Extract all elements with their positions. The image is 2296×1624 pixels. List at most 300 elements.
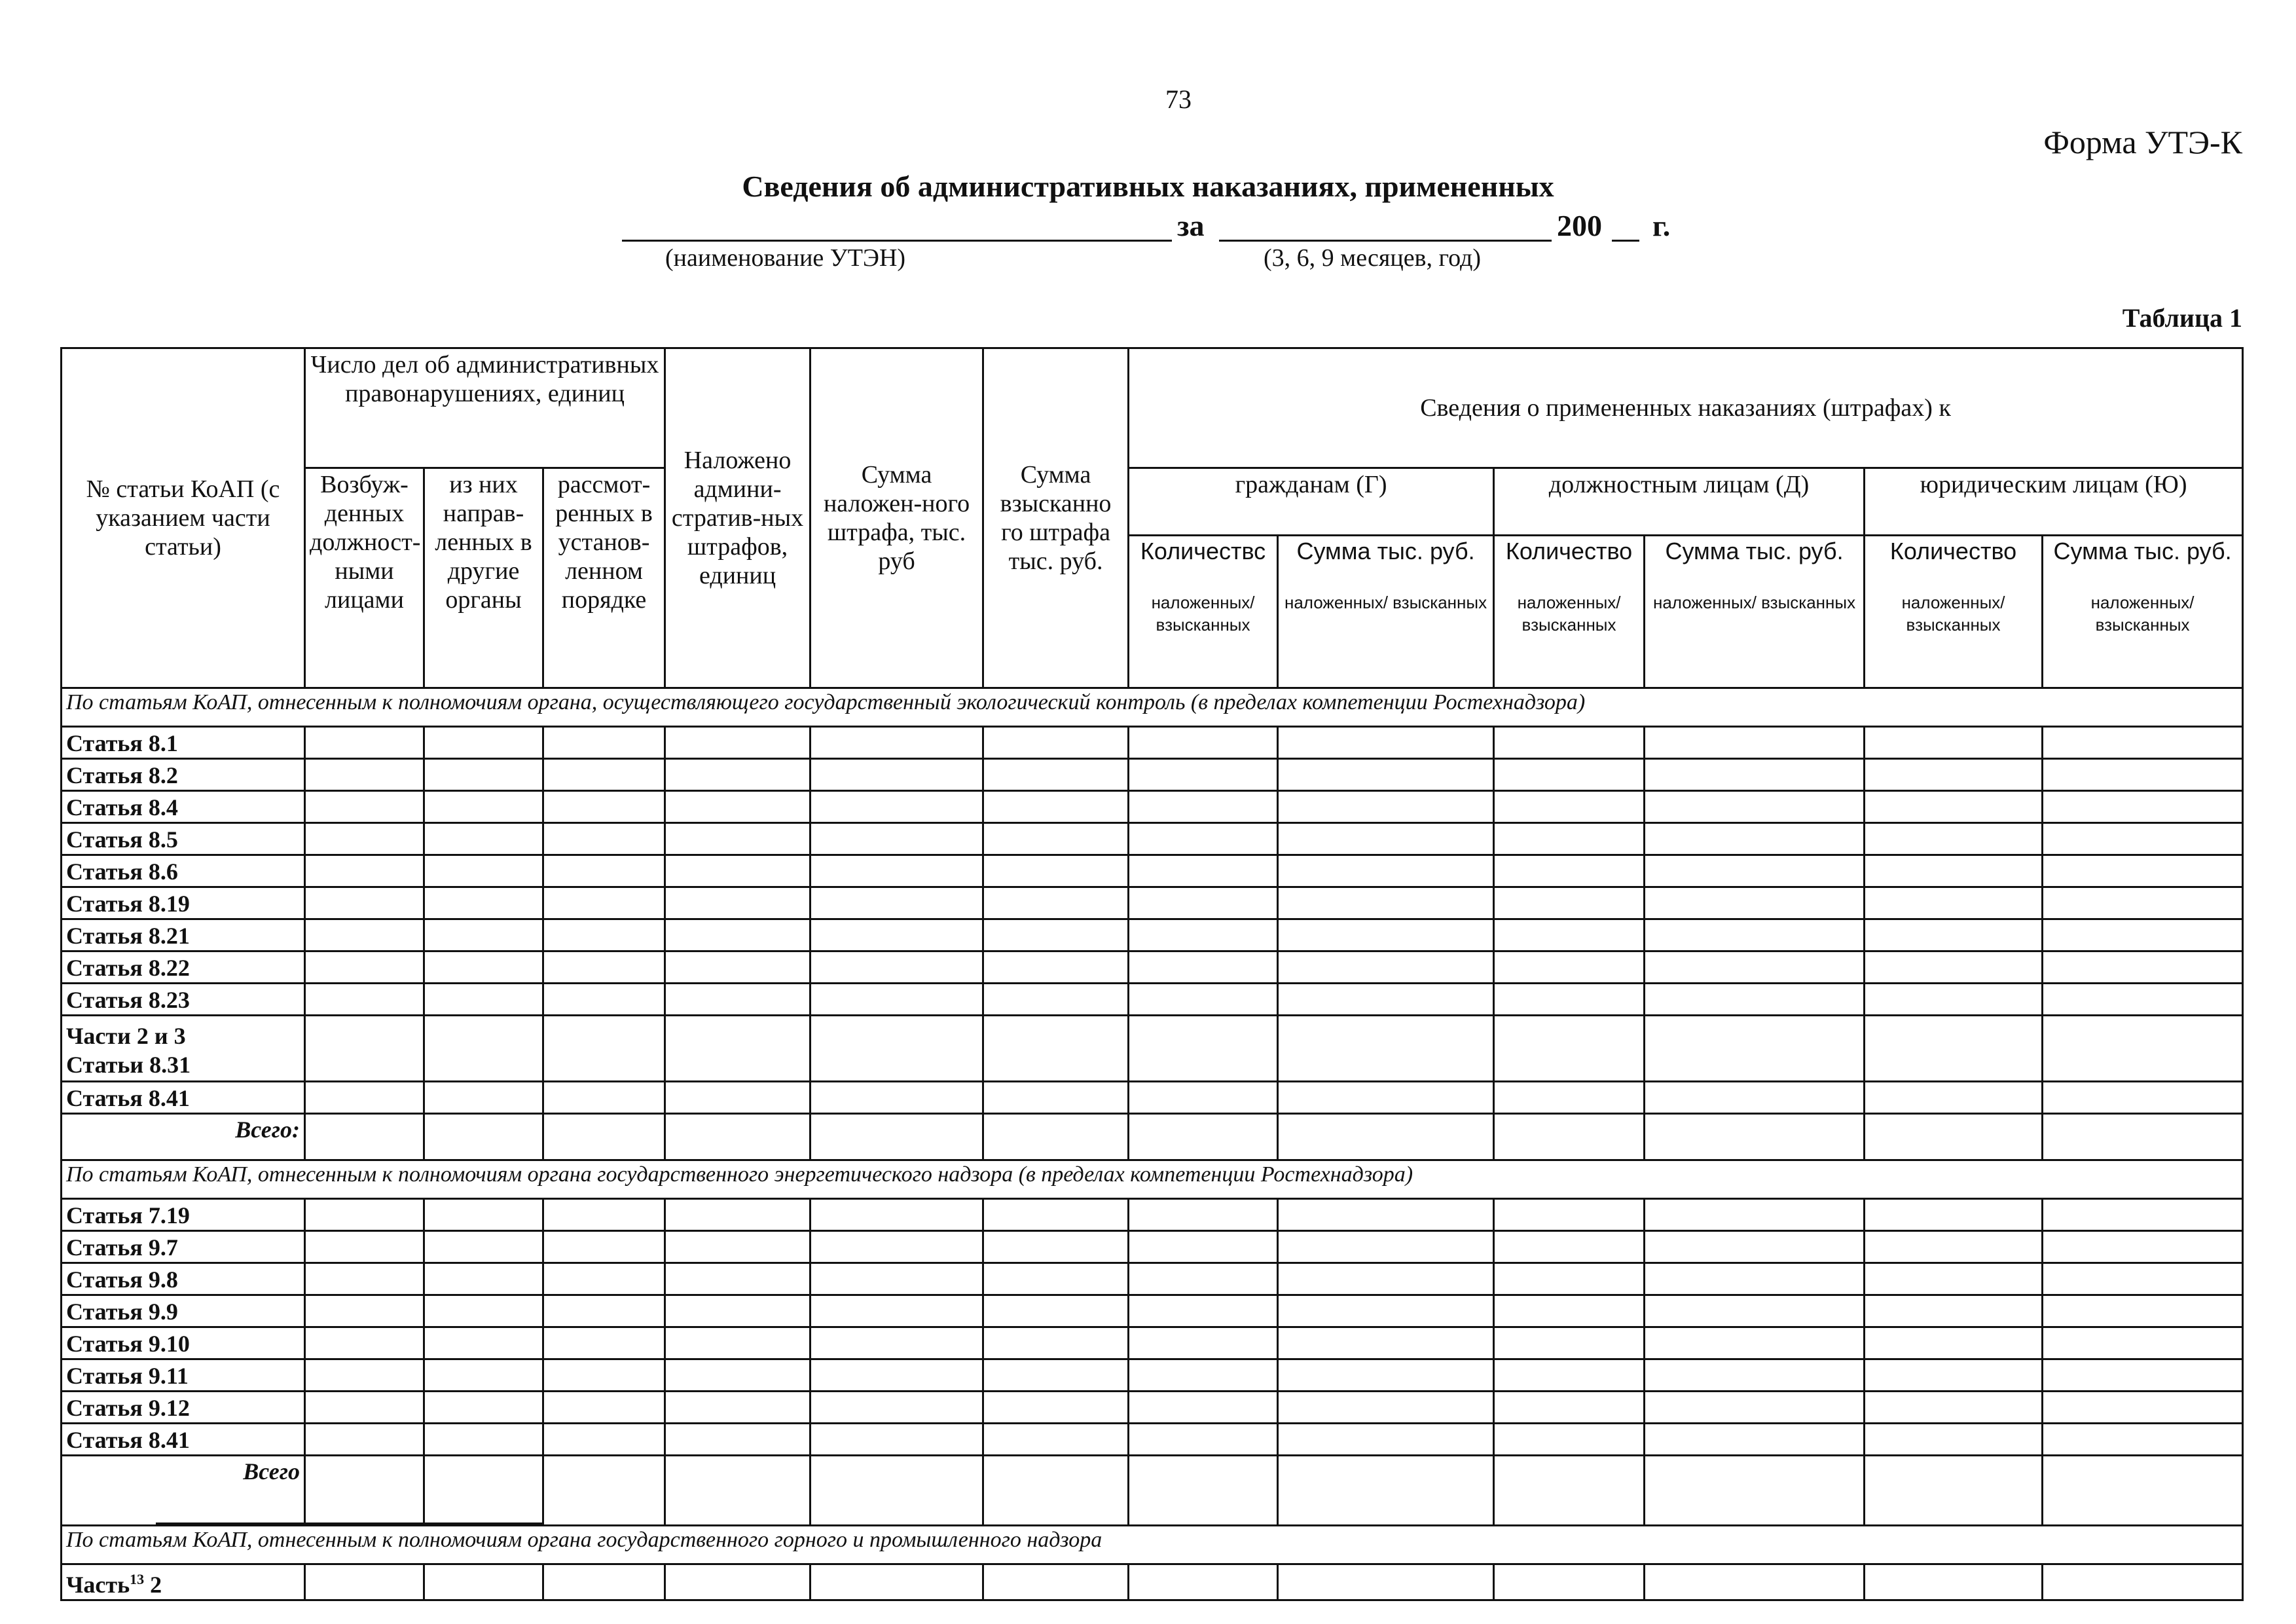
table-row bbox=[62, 1295, 2243, 1327]
data-cell[interactable] bbox=[811, 1564, 983, 1600]
data-cell[interactable] bbox=[1129, 1199, 1278, 1231]
data-cell[interactable] bbox=[543, 1199, 665, 1231]
data-cell[interactable] bbox=[811, 759, 983, 791]
data-cell[interactable] bbox=[1494, 1231, 1645, 1263]
data-cell[interactable] bbox=[305, 1231, 424, 1263]
data-cell[interactable] bbox=[983, 1424, 1129, 1456]
data-cell[interactable] bbox=[543, 1392, 665, 1424]
data-cell[interactable] bbox=[543, 1456, 665, 1526]
data-cell[interactable] bbox=[2043, 919, 2243, 951]
table-row bbox=[62, 1392, 2243, 1424]
section-title: По статьям КоАП, отнесенным к полномочиям органа, осуществляющего государственный экологический контроль (в пределах компетенции Ростехнадзора) bbox=[62, 688, 2243, 727]
data-cell[interactable] bbox=[1278, 1231, 1494, 1263]
data-cell[interactable] bbox=[1865, 919, 2043, 951]
data-cell[interactable] bbox=[1278, 1016, 1494, 1082]
data-cell[interactable] bbox=[983, 1295, 1129, 1327]
data-cell[interactable] bbox=[1865, 1456, 2043, 1526]
header-article: № статьи КоАП (с указанием части статьи) bbox=[62, 348, 305, 688]
data-cell[interactable] bbox=[2043, 1082, 2243, 1114]
data-cell[interactable] bbox=[665, 1424, 811, 1456]
data-cell[interactable] bbox=[2043, 1456, 2243, 1526]
data-cell[interactable] bbox=[1129, 919, 1278, 951]
data-cell[interactable] bbox=[1645, 1564, 1865, 1600]
data-cell[interactable] bbox=[305, 1263, 424, 1295]
data-cell[interactable] bbox=[2043, 1114, 2243, 1160]
data-cell[interactable] bbox=[665, 727, 811, 759]
data-cell[interactable] bbox=[305, 791, 424, 823]
data-cell[interactable] bbox=[1278, 1082, 1494, 1114]
data-cell[interactable] bbox=[1129, 1263, 1278, 1295]
data-cell[interactable] bbox=[665, 1456, 811, 1526]
data-cell[interactable] bbox=[1645, 759, 1865, 791]
data-cell[interactable] bbox=[1645, 791, 1865, 823]
data-cell[interactable] bbox=[1645, 984, 1865, 1016]
data-cell[interactable] bbox=[543, 1327, 665, 1359]
data-cell[interactable] bbox=[543, 1082, 665, 1114]
data-cell[interactable] bbox=[1865, 984, 2043, 1016]
data-cell[interactable] bbox=[1278, 919, 1494, 951]
data-cell[interactable] bbox=[424, 1263, 543, 1295]
table-row bbox=[62, 1327, 2243, 1359]
data-cell[interactable] bbox=[983, 1114, 1129, 1160]
table-row bbox=[62, 855, 2243, 887]
data-cell[interactable] bbox=[1865, 759, 2043, 791]
data-cell[interactable] bbox=[1278, 1564, 1494, 1600]
data-cell[interactable] bbox=[2043, 759, 2243, 791]
data-cell[interactable] bbox=[665, 984, 811, 1016]
article-label: Всего bbox=[62, 1456, 305, 1526]
data-cell[interactable] bbox=[305, 919, 424, 951]
data-cell[interactable] bbox=[1129, 1082, 1278, 1114]
data-cell[interactable] bbox=[543, 1114, 665, 1160]
article-label: Статья 8.21 bbox=[62, 919, 305, 951]
data-cell[interactable] bbox=[2043, 1295, 2243, 1327]
data-cell[interactable] bbox=[665, 759, 811, 791]
data-cell[interactable] bbox=[2043, 1263, 2243, 1295]
data-cell[interactable] bbox=[543, 823, 665, 855]
data-cell[interactable] bbox=[424, 1456, 543, 1526]
data-cell[interactable] bbox=[983, 855, 1129, 887]
data-cell[interactable] bbox=[665, 855, 811, 887]
data-cell[interactable] bbox=[1865, 887, 2043, 919]
data-cell[interactable] bbox=[424, 1327, 543, 1359]
data-cell[interactable] bbox=[2043, 1359, 2243, 1392]
data-cell[interactable] bbox=[1129, 823, 1278, 855]
data-cell[interactable] bbox=[1645, 1114, 1865, 1160]
data-cell[interactable] bbox=[1129, 727, 1278, 759]
data-cell[interactable] bbox=[811, 984, 983, 1016]
data-cell[interactable] bbox=[665, 1199, 811, 1231]
data-cell[interactable] bbox=[1494, 791, 1645, 823]
data-cell[interactable] bbox=[424, 823, 543, 855]
data-cell[interactable] bbox=[543, 791, 665, 823]
data-cell[interactable] bbox=[811, 727, 983, 759]
data-cell[interactable] bbox=[2043, 855, 2243, 887]
data-cell[interactable] bbox=[1278, 759, 1494, 791]
data-cell[interactable] bbox=[2043, 1231, 2243, 1263]
data-cell[interactable] bbox=[1865, 1359, 2043, 1392]
caption-period: (3, 6, 9 месяцев, год) bbox=[1264, 244, 1482, 272]
data-cell[interactable] bbox=[1129, 1392, 1278, 1424]
data-cell[interactable] bbox=[1129, 1456, 1278, 1526]
data-cell[interactable] bbox=[424, 951, 543, 984]
data-cell[interactable] bbox=[1494, 1114, 1645, 1160]
article-label: Статья 8.19 bbox=[62, 887, 305, 919]
data-cell[interactable] bbox=[305, 1114, 424, 1160]
data-cell[interactable] bbox=[983, 823, 1129, 855]
data-cell[interactable] bbox=[543, 984, 665, 1016]
data-cell[interactable] bbox=[1278, 1456, 1494, 1526]
data-cell[interactable] bbox=[1494, 855, 1645, 887]
data-cell[interactable] bbox=[665, 951, 811, 984]
data-cell[interactable] bbox=[1865, 855, 2043, 887]
data-cell[interactable] bbox=[2043, 727, 2243, 759]
data-cell[interactable] bbox=[424, 791, 543, 823]
data-cell[interactable] bbox=[811, 1114, 983, 1160]
data-cell[interactable] bbox=[1645, 1199, 1865, 1231]
data-cell[interactable] bbox=[1278, 1263, 1494, 1295]
data-cell[interactable] bbox=[665, 1263, 811, 1295]
data-cell[interactable] bbox=[305, 823, 424, 855]
data-cell[interactable] bbox=[543, 1295, 665, 1327]
data-cell[interactable] bbox=[983, 1327, 1129, 1359]
data-cell[interactable] bbox=[424, 1082, 543, 1114]
data-cell[interactable] bbox=[665, 1295, 811, 1327]
data-cell[interactable] bbox=[424, 1295, 543, 1327]
data-cell[interactable] bbox=[665, 791, 811, 823]
data-cell[interactable] bbox=[1129, 984, 1278, 1016]
title-line bbox=[622, 208, 1696, 248]
data-cell[interactable] bbox=[1645, 1456, 1865, 1526]
data-cell[interactable] bbox=[1645, 1424, 1865, 1456]
data-cell[interactable] bbox=[983, 759, 1129, 791]
data-cell[interactable] bbox=[1645, 1082, 1865, 1114]
data-cell[interactable] bbox=[1645, 887, 1865, 919]
data-cell[interactable] bbox=[983, 984, 1129, 1016]
article-label: Всего: bbox=[62, 1114, 305, 1160]
data-cell[interactable] bbox=[1494, 1456, 1645, 1526]
data-cell[interactable] bbox=[665, 1016, 811, 1082]
data-cell[interactable] bbox=[665, 887, 811, 919]
data-cell[interactable] bbox=[1278, 951, 1494, 984]
period-blank[interactable] bbox=[1219, 240, 1552, 242]
data-cell[interactable] bbox=[543, 951, 665, 984]
data-cell[interactable] bbox=[1494, 1327, 1645, 1359]
data-cell[interactable] bbox=[1494, 727, 1645, 759]
data-cell[interactable] bbox=[665, 1231, 811, 1263]
data-cell[interactable] bbox=[543, 1564, 665, 1600]
data-cell[interactable] bbox=[1645, 1016, 1865, 1082]
data-cell[interactable] bbox=[2043, 791, 2243, 823]
data-cell[interactable] bbox=[424, 1392, 543, 1424]
data-cell[interactable] bbox=[2043, 1564, 2243, 1600]
data-cell[interactable] bbox=[811, 1424, 983, 1456]
data-cell[interactable] bbox=[1865, 1016, 2043, 1082]
data-cell[interactable] bbox=[811, 1082, 983, 1114]
data-cell[interactable] bbox=[983, 1199, 1129, 1231]
data-cell[interactable] bbox=[1865, 1263, 2043, 1295]
data-cell[interactable] bbox=[811, 1327, 983, 1359]
data-cell[interactable] bbox=[1494, 1564, 1645, 1600]
header-sum-legal: Сумма тыс. руб. наложенных/ взысканных bbox=[2043, 536, 2243, 688]
data-cell[interactable] bbox=[1129, 855, 1278, 887]
data-cell[interactable] bbox=[543, 887, 665, 919]
data-cell[interactable] bbox=[983, 1263, 1129, 1295]
data-cell[interactable] bbox=[305, 855, 424, 887]
data-cell[interactable] bbox=[1865, 1114, 2043, 1160]
data-cell[interactable] bbox=[811, 951, 983, 984]
data-cell[interactable] bbox=[1278, 1295, 1494, 1327]
data-cell[interactable] bbox=[811, 1263, 983, 1295]
data-cell[interactable] bbox=[305, 727, 424, 759]
data-cell[interactable] bbox=[983, 1456, 1129, 1526]
data-cell[interactable] bbox=[1865, 1327, 2043, 1359]
data-cell[interactable] bbox=[1494, 1359, 1645, 1392]
data-cell[interactable] bbox=[811, 1016, 983, 1082]
data-cell[interactable] bbox=[424, 887, 543, 919]
table-row bbox=[62, 727, 2243, 759]
data-cell[interactable] bbox=[1865, 791, 2043, 823]
data-cell[interactable] bbox=[1865, 1199, 2043, 1231]
data-cell[interactable] bbox=[665, 1359, 811, 1392]
data-cell[interactable] bbox=[811, 1295, 983, 1327]
data-cell[interactable] bbox=[543, 759, 665, 791]
data-cell[interactable] bbox=[983, 951, 1129, 984]
data-cell[interactable] bbox=[305, 1424, 424, 1456]
table-row bbox=[62, 1231, 2243, 1263]
data-cell[interactable] bbox=[424, 727, 543, 759]
article-label: Статья 9.8 bbox=[62, 1263, 305, 1295]
data-cell[interactable] bbox=[1494, 919, 1645, 951]
data-cell[interactable] bbox=[1129, 1359, 1278, 1392]
data-cell[interactable] bbox=[305, 1359, 424, 1392]
table-row bbox=[62, 1263, 2243, 1295]
data-cell[interactable] bbox=[1494, 887, 1645, 919]
data-cell[interactable] bbox=[2043, 1424, 2243, 1456]
data-cell[interactable] bbox=[983, 1564, 1129, 1600]
data-cell[interactable] bbox=[424, 1231, 543, 1263]
table-row bbox=[62, 791, 2243, 823]
data-cell[interactable] bbox=[1278, 1392, 1494, 1424]
data-cell[interactable] bbox=[1865, 1231, 2043, 1263]
header-fines-imposed: Наложено админи-стратив-ных штрафов, единиц bbox=[665, 348, 811, 688]
data-cell[interactable] bbox=[424, 1199, 543, 1231]
data-cell[interactable] bbox=[2043, 984, 2243, 1016]
data-cell[interactable] bbox=[1278, 984, 1494, 1016]
data-cell[interactable] bbox=[665, 1114, 811, 1160]
data-cell[interactable] bbox=[983, 791, 1129, 823]
data-cell[interactable] bbox=[543, 727, 665, 759]
article-label: Часть$^{13}$ 2 bbox=[62, 1564, 305, 1600]
data-cell[interactable] bbox=[305, 887, 424, 919]
data-cell[interactable] bbox=[1865, 1392, 2043, 1424]
data-cell[interactable] bbox=[1494, 1199, 1645, 1231]
data-cell[interactable] bbox=[424, 1359, 543, 1392]
header-qty-officials: Количество наложенных/ взысканных bbox=[1494, 536, 1645, 688]
data-cell[interactable] bbox=[543, 919, 665, 951]
data-cell[interactable] bbox=[1645, 1327, 1865, 1359]
data-cell[interactable] bbox=[811, 919, 983, 951]
data-cell[interactable] bbox=[1645, 727, 1865, 759]
data-cell[interactable] bbox=[1129, 1231, 1278, 1263]
article-label: Статья 9.7 bbox=[62, 1231, 305, 1263]
data-cell[interactable] bbox=[2043, 887, 2243, 919]
data-cell[interactable] bbox=[305, 1199, 424, 1231]
data-cell[interactable] bbox=[1494, 1016, 1645, 1082]
data-cell[interactable] bbox=[983, 1359, 1129, 1392]
data-cell[interactable] bbox=[1278, 1327, 1494, 1359]
data-cell[interactable] bbox=[811, 887, 983, 919]
data-cell[interactable] bbox=[1129, 791, 1278, 823]
data-cell[interactable] bbox=[424, 1114, 543, 1160]
data-cell[interactable] bbox=[811, 1359, 983, 1392]
table-row bbox=[62, 887, 2243, 919]
data-cell[interactable] bbox=[1494, 984, 1645, 1016]
data-cell[interactable] bbox=[1494, 951, 1645, 984]
data-cell[interactable] bbox=[811, 823, 983, 855]
data-cell[interactable] bbox=[543, 855, 665, 887]
data-cell[interactable] bbox=[2043, 823, 2243, 855]
data-cell[interactable] bbox=[2043, 951, 2243, 984]
data-cell[interactable] bbox=[1865, 823, 2043, 855]
data-cell[interactable] bbox=[1865, 1082, 2043, 1114]
data-cell[interactable] bbox=[1129, 887, 1278, 919]
data-cell[interactable] bbox=[665, 1082, 811, 1114]
table-row bbox=[62, 1424, 2243, 1456]
data-cell[interactable] bbox=[1129, 1016, 1278, 1082]
data-cell[interactable] bbox=[1645, 855, 1865, 887]
data-cell[interactable] bbox=[424, 855, 543, 887]
data-cell[interactable] bbox=[1494, 759, 1645, 791]
data-cell[interactable] bbox=[1865, 1424, 2043, 1456]
data-cell[interactable] bbox=[1129, 1114, 1278, 1160]
data-cell[interactable] bbox=[424, 1564, 543, 1600]
data-cell[interactable] bbox=[983, 1392, 1129, 1424]
data-cell[interactable] bbox=[1129, 759, 1278, 791]
data-cell[interactable] bbox=[1278, 887, 1494, 919]
data-cell[interactable] bbox=[305, 1016, 424, 1082]
data-cell[interactable] bbox=[2043, 1392, 2243, 1424]
data-cell[interactable] bbox=[1494, 1263, 1645, 1295]
data-cell[interactable] bbox=[1865, 951, 2043, 984]
data-cell[interactable] bbox=[1865, 1295, 2043, 1327]
data-cell[interactable] bbox=[983, 1082, 1129, 1114]
data-cell[interactable] bbox=[811, 855, 983, 887]
data-cell[interactable] bbox=[305, 759, 424, 791]
data-cell[interactable] bbox=[1494, 1392, 1645, 1424]
data-cell[interactable] bbox=[1645, 1392, 1865, 1424]
data-cell[interactable] bbox=[1645, 1231, 1865, 1263]
data-cell[interactable] bbox=[543, 1424, 665, 1456]
data-cell[interactable] bbox=[1278, 727, 1494, 759]
data-cell[interactable] bbox=[665, 1327, 811, 1359]
data-cell[interactable] bbox=[1494, 1295, 1645, 1327]
data-cell[interactable] bbox=[424, 1424, 543, 1456]
data-cell[interactable] bbox=[1645, 823, 1865, 855]
data-cell[interactable] bbox=[1278, 1359, 1494, 1392]
data-cell[interactable] bbox=[983, 887, 1129, 919]
year-blank[interactable] bbox=[1612, 240, 1639, 242]
data-cell[interactable] bbox=[665, 1392, 811, 1424]
data-cell[interactable] bbox=[1645, 919, 1865, 951]
article-label: Статья 8.2 bbox=[62, 759, 305, 791]
data-cell[interactable] bbox=[811, 791, 983, 823]
data-cell[interactable] bbox=[1278, 855, 1494, 887]
data-cell[interactable] bbox=[1865, 1564, 2043, 1600]
data-cell[interactable] bbox=[983, 1231, 1129, 1263]
year-prefix: 200 bbox=[1557, 209, 1602, 242]
data-cell[interactable] bbox=[305, 1392, 424, 1424]
data-cell[interactable] bbox=[1278, 1424, 1494, 1456]
data-cell[interactable] bbox=[305, 984, 424, 1016]
table-row bbox=[62, 1016, 2243, 1082]
data-cell[interactable] bbox=[665, 919, 811, 951]
article-label: Статья 8.5 bbox=[62, 823, 305, 855]
data-cell[interactable] bbox=[305, 1082, 424, 1114]
data-cell[interactable] bbox=[1278, 1199, 1494, 1231]
data-cell[interactable] bbox=[2043, 1199, 2243, 1231]
data-cell[interactable] bbox=[1645, 1295, 1865, 1327]
data-cell[interactable] bbox=[1494, 1082, 1645, 1114]
data-cell[interactable] bbox=[1645, 951, 1865, 984]
data-cell[interactable] bbox=[811, 1231, 983, 1263]
data-cell[interactable] bbox=[424, 919, 543, 951]
data-cell[interactable] bbox=[543, 1263, 665, 1295]
data-cell[interactable] bbox=[983, 1016, 1129, 1082]
data-cell[interactable] bbox=[983, 727, 1129, 759]
data-cell[interactable] bbox=[305, 1327, 424, 1359]
org-name-blank[interactable] bbox=[622, 240, 1172, 242]
data-cell[interactable] bbox=[1645, 1263, 1865, 1295]
data-cell[interactable] bbox=[1129, 1424, 1278, 1456]
data-cell[interactable] bbox=[1129, 1327, 1278, 1359]
data-cell[interactable] bbox=[983, 919, 1129, 951]
data-cell[interactable] bbox=[305, 951, 424, 984]
data-cell[interactable] bbox=[811, 1199, 983, 1231]
data-cell[interactable] bbox=[811, 1392, 983, 1424]
data-cell[interactable] bbox=[1865, 727, 2043, 759]
data-cell[interactable] bbox=[1278, 791, 1494, 823]
data-cell[interactable] bbox=[1278, 823, 1494, 855]
data-cell[interactable] bbox=[1278, 1114, 1494, 1160]
data-cell[interactable] bbox=[424, 1016, 543, 1082]
section-header bbox=[62, 688, 2243, 727]
data-cell[interactable] bbox=[1129, 1295, 1278, 1327]
data-cell[interactable] bbox=[2043, 1016, 2243, 1082]
header-cases-sent: из них направ-ленных в другие органы bbox=[424, 468, 543, 688]
data-cell[interactable] bbox=[543, 1016, 665, 1082]
data-cell[interactable] bbox=[424, 984, 543, 1016]
table-label: Таблица 1 bbox=[2122, 303, 2242, 333]
data-cell[interactable] bbox=[543, 1359, 665, 1392]
data-cell[interactable] bbox=[811, 1456, 983, 1526]
data-cell[interactable] bbox=[1645, 1359, 1865, 1392]
data-cell[interactable] bbox=[1494, 1424, 1645, 1456]
data-cell[interactable] bbox=[305, 1564, 424, 1600]
data-cell[interactable] bbox=[305, 1295, 424, 1327]
data-cell[interactable] bbox=[665, 1564, 811, 1600]
data-cell[interactable] bbox=[1494, 823, 1645, 855]
data-cell[interactable] bbox=[543, 1231, 665, 1263]
data-cell[interactable] bbox=[1129, 1564, 1278, 1600]
data-cell[interactable] bbox=[305, 1456, 424, 1526]
data-cell[interactable] bbox=[665, 823, 811, 855]
data-cell[interactable] bbox=[1129, 951, 1278, 984]
data-cell[interactable] bbox=[2043, 1327, 2243, 1359]
header-qty-legal: Количество наложенных/ взысканных bbox=[1865, 536, 2043, 688]
table-row bbox=[62, 1199, 2243, 1231]
data-cell[interactable] bbox=[424, 759, 543, 791]
